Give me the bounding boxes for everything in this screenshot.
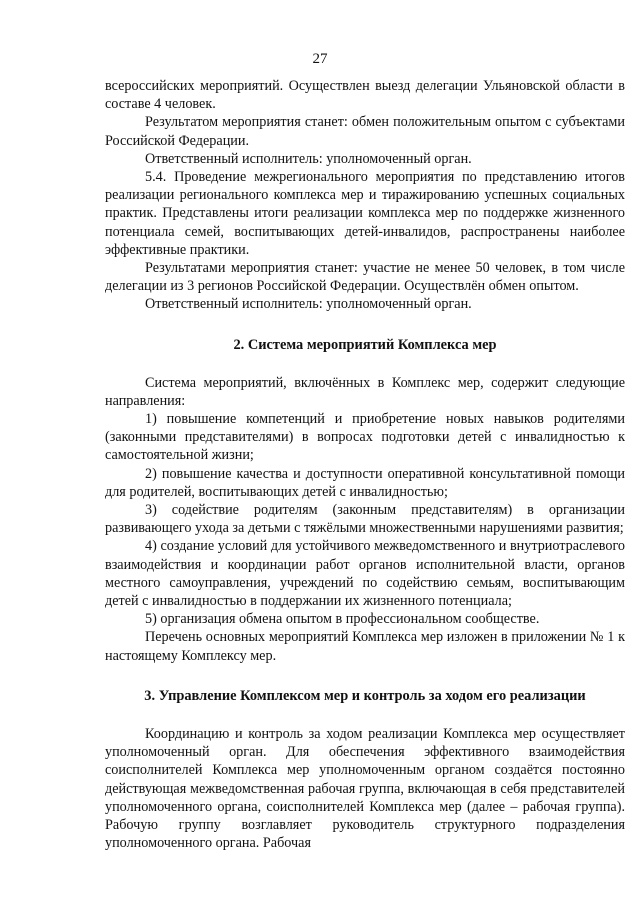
- paragraph: Перечень основных мероприятий Комплекса мер изложен в приложении № 1 к настоящему Комплексу мер.: [105, 629, 625, 664]
- paragraph: Результатами мероприятия станет: участие не менее 50 человек, в том числе делегации из 3 регионов Российской Федерации. Осуществлён обмен опытом.: [105, 260, 625, 295]
- section-spacer: [105, 354, 625, 374]
- document-body: [105, 77, 625, 852]
- list-item: 5) организация обмена опытом в профессиональном сообществе.: [145, 611, 540, 628]
- paragraph: Система мероприятий, включённых в Комплекс мер, содержит следующие направления:: [105, 374, 625, 409]
- paragraph: Результатом мероприятия станет: обмен положительным опытом с субъектами Российской Федерации.: [105, 114, 625, 149]
- paragraph: 5.4. Проведение межрегионального мероприятия по представлению итогов реализации регионального комплекса мер и тиражированию успешных социальных практик. Представлены итоги реализации комплекса мер по поддержке жизненного потенциала семей, воспитывающих детей-инвалидов, распространены наиболее эффективные практики.: [105, 169, 625, 258]
- paragraph: Ответственный исполнитель: уполномоченный орган.: [145, 296, 472, 313]
- section-heading: 3. Управление Комплексом мер и контроль за ходом его реализации: [144, 687, 586, 704]
- paragraph: всероссийских мероприятий. Осуществлен выезд делегации Ульяновской области в составе 4 человек.: [105, 78, 625, 113]
- list-item: 2) повышение качества и доступности оперативной консультативной помощи для родителей, воспитывающих детей с инвалидностью;: [105, 465, 625, 500]
- list-item: 1) повышение компетенций и приобретение новых навыков родителями (законными представителями) в вопросах подготовки детей с инвалидностью к самостоятельной жизни;: [105, 411, 625, 464]
- section-spacer: [105, 665, 625, 687]
- page-number: 27: [312, 51, 328, 67]
- list-item: 4) создание условий для устойчивого межведомственного и внутриотраслевого взаимодействия и координации работ органов исполнительной власти, органов местного самоуправления, учреждений по содействию семьям, воспитывающим детей с инвалидностью в поддержании их жизненного потенциала;: [105, 538, 625, 610]
- paragraph: Координацию и контроль за ходом реализации Комплекса мер осуществляет уполномоченный орган. Для обеспечения эффективного взаимодействия соисполнителей Комплекса мер уполномоченным органом создаётся постоянно действующая межведомственная рабочая группа, включающая в себя представителей уполномоченного органа, соисполнителей Комплекса мер (далее – рабочая группа). Рабочую группу возглавляет руководитель структурного подразделения уполномоченного органа. Рабочая: [105, 725, 625, 852]
- paragraph: Ответственный исполнитель: уполномоченный орган.: [145, 150, 472, 167]
- section-heading: 2. Система мероприятий Комплекса мер: [233, 336, 497, 353]
- section-spacer: [105, 705, 625, 725]
- section-spacer: [105, 314, 625, 336]
- list-item: 3) содействие родителям (законным представителям) в организации развивающего ухода за детьми с тяжёлыми множественными нарушениями развития;: [105, 502, 625, 537]
